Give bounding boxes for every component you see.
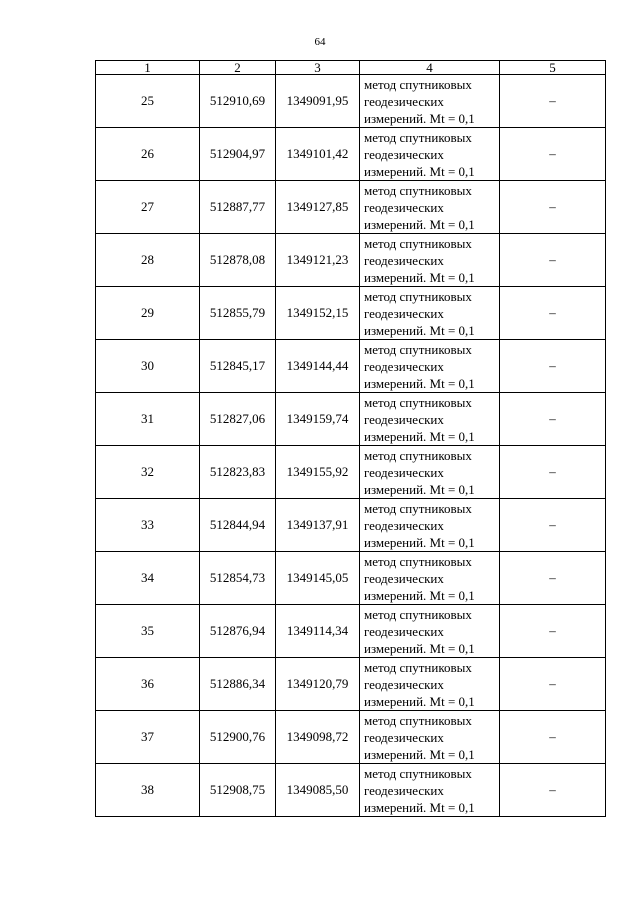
description-cell: –	[500, 605, 606, 658]
method-line-1: метод спутниковых	[364, 765, 472, 781]
description-cell: –	[500, 287, 606, 340]
method-line-2: геодезических	[364, 676, 444, 692]
table-row	[96, 128, 606, 181]
description-cell: –	[500, 711, 606, 764]
y-coordinate-cell: 1349114,34	[276, 605, 360, 658]
method-line-3: измерений. Mt = 0,1	[364, 322, 475, 338]
x-coordinate-cell: 512854,73	[200, 552, 276, 605]
y-coordinate-cell: 1349085,50	[276, 764, 360, 817]
method-cell	[360, 75, 500, 128]
method-line-3: измерений. Mt = 0,1	[364, 163, 475, 179]
description-cell: –	[500, 499, 606, 552]
header-cell-2: 2	[200, 61, 276, 75]
description-cell: –	[500, 446, 606, 499]
header-cell-1: 1	[96, 61, 200, 75]
description-cell: –	[500, 181, 606, 234]
point-number-cell: 36	[96, 658, 200, 711]
table-row	[96, 181, 606, 234]
description-cell: –	[500, 128, 606, 181]
method-line-1: метод спутниковых	[364, 288, 472, 304]
method-line-3: измерений. Mt = 0,1	[364, 534, 475, 550]
x-coordinate-cell: 512844,94	[200, 499, 276, 552]
method-cell	[360, 499, 500, 552]
y-coordinate-cell: 1349155,92	[276, 446, 360, 499]
point-number-cell: 30	[96, 340, 200, 393]
y-coordinate-cell: 1349098,72	[276, 711, 360, 764]
method-line-2: геодезических	[364, 146, 444, 162]
method-line-1: метод спутниковых	[364, 606, 472, 622]
method-cell	[360, 234, 500, 287]
description-cell: –	[500, 552, 606, 605]
method-cell	[360, 658, 500, 711]
y-coordinate-cell: 1349101,42	[276, 128, 360, 181]
method-cell	[360, 446, 500, 499]
method-line-2: геодезических	[364, 464, 444, 480]
method-line-3: измерений. Mt = 0,1	[364, 216, 475, 232]
point-number-cell: 37	[96, 711, 200, 764]
x-coordinate-cell: 512878,08	[200, 234, 276, 287]
table-row	[96, 605, 606, 658]
method-line-2: геодезических	[364, 358, 444, 374]
method-line-2: геодезических	[364, 305, 444, 321]
point-number-cell: 35	[96, 605, 200, 658]
point-number-cell: 32	[96, 446, 200, 499]
point-number-cell: 31	[96, 393, 200, 446]
method-line-3: измерений. Mt = 0,1	[364, 375, 475, 391]
method-line-1: метод спутниковых	[364, 659, 472, 675]
method-line-2: геодезических	[364, 570, 444, 586]
y-coordinate-cell: 1349145,05	[276, 552, 360, 605]
table-row	[96, 340, 606, 393]
method-line-2: геодезических	[364, 199, 444, 215]
table-body	[96, 61, 606, 817]
method-line-2: геодезических	[364, 517, 444, 533]
header-cell-3: 3	[276, 61, 360, 75]
method-line-3: измерений. Mt = 0,1	[364, 110, 475, 126]
y-coordinate-cell: 1349127,85	[276, 181, 360, 234]
y-coordinate-cell: 1349091,95	[276, 75, 360, 128]
method-cell	[360, 764, 500, 817]
point-number-cell: 25	[96, 75, 200, 128]
point-number-cell: 29	[96, 287, 200, 340]
method-line-3: измерений. Mt = 0,1	[364, 428, 475, 444]
x-coordinate-cell: 512855,79	[200, 287, 276, 340]
description-cell: –	[500, 340, 606, 393]
table-row	[96, 499, 606, 552]
x-coordinate-cell: 512900,76	[200, 711, 276, 764]
method-line-1: метод спутниковых	[364, 553, 472, 569]
point-number-cell: 34	[96, 552, 200, 605]
y-coordinate-cell: 1349137,91	[276, 499, 360, 552]
point-number-cell: 27	[96, 181, 200, 234]
method-line-3: измерений. Mt = 0,1	[364, 587, 475, 603]
x-coordinate-cell: 512827,06	[200, 393, 276, 446]
method-line-3: измерений. Mt = 0,1	[364, 693, 475, 709]
description-cell: –	[500, 393, 606, 446]
table-row	[96, 711, 606, 764]
point-number-cell: 26	[96, 128, 200, 181]
x-coordinate-cell: 512886,34	[200, 658, 276, 711]
method-line-3: измерений. Mt = 0,1	[364, 481, 475, 497]
y-coordinate-cell: 1349159,74	[276, 393, 360, 446]
method-line-1: метод спутниковых	[364, 712, 472, 728]
y-coordinate-cell: 1349144,44	[276, 340, 360, 393]
header-cell-4: 4	[360, 61, 500, 75]
method-cell	[360, 552, 500, 605]
description-cell: –	[500, 658, 606, 711]
method-cell	[360, 287, 500, 340]
method-line-2: геодезических	[364, 93, 444, 109]
method-line-1: метод спутниковых	[364, 447, 472, 463]
description-cell: –	[500, 234, 606, 287]
description-cell: –	[500, 75, 606, 128]
method-line-2: геодезических	[364, 623, 444, 639]
x-coordinate-cell: 512876,94	[200, 605, 276, 658]
x-coordinate-cell: 512845,17	[200, 340, 276, 393]
method-line-3: измерений. Mt = 0,1	[364, 640, 475, 656]
table-row	[96, 287, 606, 340]
method-line-1: метод спутниковых	[364, 182, 472, 198]
method-line-3: измерений. Mt = 0,1	[364, 269, 475, 285]
method-line-1: метод спутниковых	[364, 500, 472, 516]
method-cell	[360, 605, 500, 658]
table-row	[96, 764, 606, 817]
x-coordinate-cell: 512887,77	[200, 181, 276, 234]
y-coordinate-cell: 1349120,79	[276, 658, 360, 711]
coordinates-table	[95, 60, 606, 817]
table-row	[96, 552, 606, 605]
point-number-cell: 38	[96, 764, 200, 817]
y-coordinate-cell: 1349121,23	[276, 234, 360, 287]
method-cell	[360, 711, 500, 764]
table-row	[96, 658, 606, 711]
y-coordinate-cell: 1349152,15	[276, 287, 360, 340]
method-line-2: геодезических	[364, 729, 444, 745]
point-number-cell: 33	[96, 499, 200, 552]
method-line-1: метод спутниковых	[364, 129, 472, 145]
page-number: 64	[314, 36, 326, 48]
x-coordinate-cell: 512910,69	[200, 75, 276, 128]
method-cell	[360, 181, 500, 234]
x-coordinate-cell: 512908,75	[200, 764, 276, 817]
method-cell	[360, 340, 500, 393]
header-cell-5: 5	[500, 61, 606, 75]
table-row	[96, 446, 606, 499]
method-line-1: метод спутниковых	[364, 76, 472, 92]
table-row	[96, 75, 606, 128]
method-line-2: геодезических	[364, 252, 444, 268]
point-number-cell: 28	[96, 234, 200, 287]
method-cell	[360, 393, 500, 446]
header-row	[96, 61, 606, 75]
method-line-2: геодезических	[364, 782, 444, 798]
x-coordinate-cell: 512904,97	[200, 128, 276, 181]
method-line-1: метод спутниковых	[364, 341, 472, 357]
method-line-1: метод спутниковых	[364, 235, 472, 251]
description-cell: –	[500, 764, 606, 817]
table-row	[96, 393, 606, 446]
method-line-3: измерений. Mt = 0,1	[364, 746, 475, 762]
x-coordinate-cell: 512823,83	[200, 446, 276, 499]
method-cell	[360, 128, 500, 181]
method-line-1: метод спутниковых	[364, 394, 472, 410]
table-row	[96, 234, 606, 287]
method-line-3: измерений. Mt = 0,1	[364, 799, 475, 815]
method-line-2: геодезических	[364, 411, 444, 427]
